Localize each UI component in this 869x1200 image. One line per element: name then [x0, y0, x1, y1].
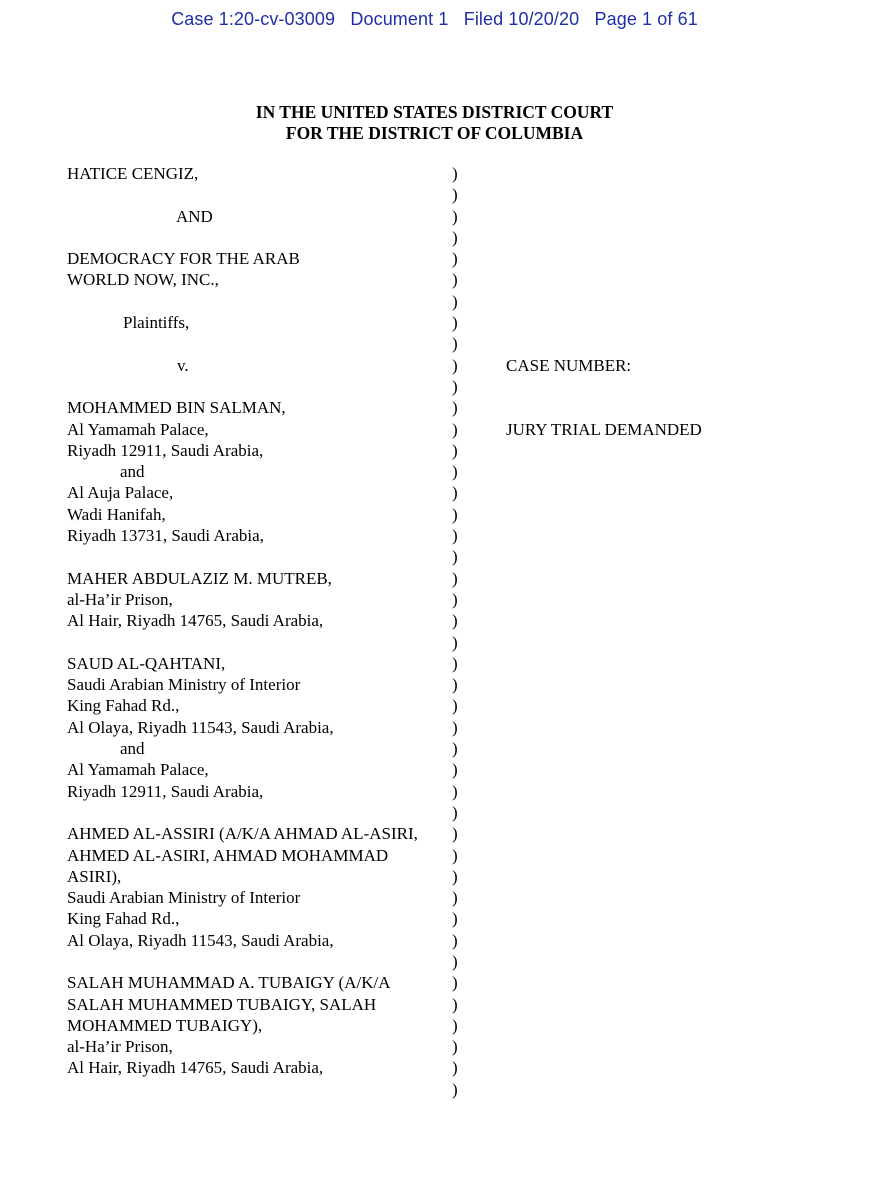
caption-line — [0, 440, 869, 461]
defendant-name: AHMED AL-ASSIRI (A/K/A AHMAD AL-ASIRI, — [67, 824, 418, 844]
caption-paren: ) — [452, 355, 458, 375]
caption-paren: ) — [452, 206, 458, 226]
caption-paren: ) — [452, 909, 458, 929]
caption-line — [0, 1079, 869, 1100]
caption-paren: ) — [452, 462, 458, 482]
caption-line — [0, 504, 869, 525]
caption-paren: ) — [452, 994, 458, 1014]
caption-paren: ) — [452, 526, 458, 546]
caption-line — [0, 419, 869, 440]
defendant-address: Al Olaya, Riyadh 11543, Saudi Arabia, — [67, 717, 334, 737]
court-heading-line-2: FOR THE DISTRICT OF COLUMBIA — [285, 123, 584, 143]
caption-paren: ) — [452, 185, 458, 205]
defendant-address: Al Hair, Riyadh 14765, Saudi Arabia, — [67, 611, 324, 631]
defendant-name: SALAH MUHAMMED TUBAIGY, SALAH — [67, 994, 377, 1014]
caption-paren: ) — [452, 334, 458, 354]
defendant-address: Riyadh 12911, Saudi Arabia, — [67, 440, 264, 460]
caption-line — [0, 227, 869, 248]
caption-paren: ) — [452, 291, 458, 311]
caption-paren: ) — [452, 1015, 458, 1035]
defendant-address: Al Yamamah Palace, — [67, 419, 209, 439]
defendant-name: SAUD AL-QAHTANI, — [67, 653, 226, 673]
caption-line — [0, 461, 869, 482]
caption-line — [0, 163, 869, 184]
caption-line — [0, 355, 869, 376]
caption-paren: ) — [452, 845, 458, 865]
jury-trial-label: JURY TRIAL DEMANDED — [506, 419, 702, 439]
caption-paren: ) — [452, 589, 458, 609]
caption-paren: ) — [452, 1037, 458, 1057]
caption-line — [0, 184, 869, 205]
caption-paren: ) — [452, 696, 458, 716]
caption-line — [0, 568, 869, 589]
defendant-name: AHMED AL-ASIRI, AHMAD MOHAMMAD — [67, 845, 389, 865]
defendant-address: Riyadh 12911, Saudi Arabia, — [67, 781, 264, 801]
caption-line — [0, 589, 869, 610]
caption-paren: ) — [452, 440, 458, 460]
plaintiff-name: HATICE CENGIZ, — [67, 164, 199, 183]
defendant-address: King Fahad Rd., — [67, 696, 180, 716]
caption-paren: ) — [452, 376, 458, 396]
defendant-name: SALAH MUHAMMAD A. TUBAIGY (A/K/A — [67, 973, 391, 993]
caption-line — [0, 546, 869, 567]
caption-line — [0, 269, 869, 290]
caption-paren: ) — [452, 717, 458, 737]
caption-paren: ) — [452, 568, 458, 588]
case-caption — [0, 163, 869, 1100]
caption-line — [0, 248, 869, 269]
versus-label: v. — [177, 355, 189, 375]
defendant-address: King Fahad Rd., — [67, 909, 180, 929]
caption-paren: ) — [452, 781, 458, 801]
caption-paren: ) — [452, 632, 458, 652]
caption-paren: ) — [452, 973, 458, 993]
defendant-address: Al Olaya, Riyadh 11543, Saudi Arabia, — [67, 930, 334, 950]
caption-conjunction: and — [120, 462, 145, 482]
defendant-address: al-Ha’ir Prison, — [67, 589, 173, 609]
caption-paren: ) — [452, 1058, 458, 1078]
caption-line — [0, 930, 869, 951]
caption-line — [0, 759, 869, 780]
caption-line — [0, 632, 869, 653]
caption-line — [0, 951, 869, 972]
caption-paren: ) — [452, 483, 458, 503]
court-heading — [0, 102, 869, 144]
caption-line — [0, 717, 869, 738]
defendant-name: ASIRI), — [67, 866, 122, 886]
caption-line — [0, 653, 869, 674]
caption-conjunction: AND — [176, 206, 213, 226]
caption-paren: ) — [452, 164, 458, 183]
caption-line — [0, 823, 869, 844]
caption-paren: ) — [452, 866, 458, 886]
caption-paren: ) — [452, 398, 458, 418]
defendant-name: MOHAMMED BIN SALMAN, — [67, 398, 286, 418]
defendant-address: Saudi Arabian Ministry of Interior — [67, 888, 301, 908]
case-number-label: CASE NUMBER: — [506, 355, 632, 375]
caption-line — [0, 376, 869, 397]
caption-line — [0, 866, 869, 887]
caption-line — [0, 695, 869, 716]
filing-stamp: Case 1:20-cv-03009 Document 1 Filed 10/20/20 Page 1 of 61 — [171, 9, 698, 29]
caption-paren: ) — [452, 419, 458, 439]
plaintiff-name: DEMOCRACY FOR THE ARAB — [67, 249, 300, 269]
caption-paren: ) — [452, 802, 458, 822]
caption-paren: ) — [452, 824, 458, 844]
caption-line — [0, 333, 869, 354]
caption-line — [0, 994, 869, 1015]
caption-paren: ) — [452, 313, 458, 333]
defendant-address: Saudi Arabian Ministry of Interior — [67, 675, 301, 695]
caption-line — [0, 972, 869, 993]
defendant-name: MOHAMMED TUBAIGY), — [67, 1015, 263, 1035]
defendant-address: Riyadh 13731, Saudi Arabia, — [67, 526, 264, 546]
caption-line — [0, 738, 869, 759]
defendant-address: Al Yamamah Palace, — [67, 760, 209, 780]
caption-paren: ) — [452, 760, 458, 780]
caption-line — [0, 1036, 869, 1057]
caption-paren: ) — [452, 888, 458, 908]
plaintiff-name: WORLD NOW, INC., — [67, 270, 219, 290]
caption-paren: ) — [452, 270, 458, 290]
caption-conjunction: and — [120, 739, 145, 759]
caption-paren: ) — [452, 547, 458, 567]
caption-paren: ) — [452, 1079, 458, 1099]
caption-line — [0, 845, 869, 866]
caption-paren: ) — [452, 951, 458, 971]
caption-line — [0, 291, 869, 312]
caption-paren: ) — [452, 504, 458, 524]
caption-paren: ) — [452, 227, 458, 247]
defendant-address: Al Hair, Riyadh 14765, Saudi Arabia, — [67, 1058, 324, 1078]
caption-paren: ) — [452, 930, 458, 950]
caption-line — [0, 610, 869, 631]
defendant-address: al-Ha’ir Prison, — [67, 1037, 173, 1057]
caption-line — [0, 1015, 869, 1036]
caption-line — [0, 674, 869, 695]
caption-line — [0, 525, 869, 546]
defendant-name: MAHER ABDULAZIZ M. MUTREB, — [67, 568, 332, 588]
caption-paren: ) — [452, 739, 458, 759]
caption-paren: ) — [452, 675, 458, 695]
caption-line — [0, 887, 869, 908]
caption-line — [0, 1057, 869, 1078]
caption-line — [0, 802, 869, 823]
court-heading-line-1: IN THE UNITED STATES DISTRICT COURT — [255, 102, 614, 122]
caption-paren: ) — [452, 611, 458, 631]
defendant-address: Wadi Hanifah, — [67, 504, 166, 524]
caption-line — [0, 482, 869, 503]
defendant-address: Al Auja Palace, — [67, 483, 174, 503]
caption-line — [0, 206, 869, 227]
caption-line — [0, 908, 869, 929]
caption-line — [0, 312, 869, 333]
caption-paren: ) — [452, 653, 458, 673]
party-role-label: Plaintiffs, — [123, 313, 190, 333]
caption-line — [0, 397, 869, 418]
caption-paren: ) — [452, 249, 458, 269]
caption-line — [0, 781, 869, 802]
